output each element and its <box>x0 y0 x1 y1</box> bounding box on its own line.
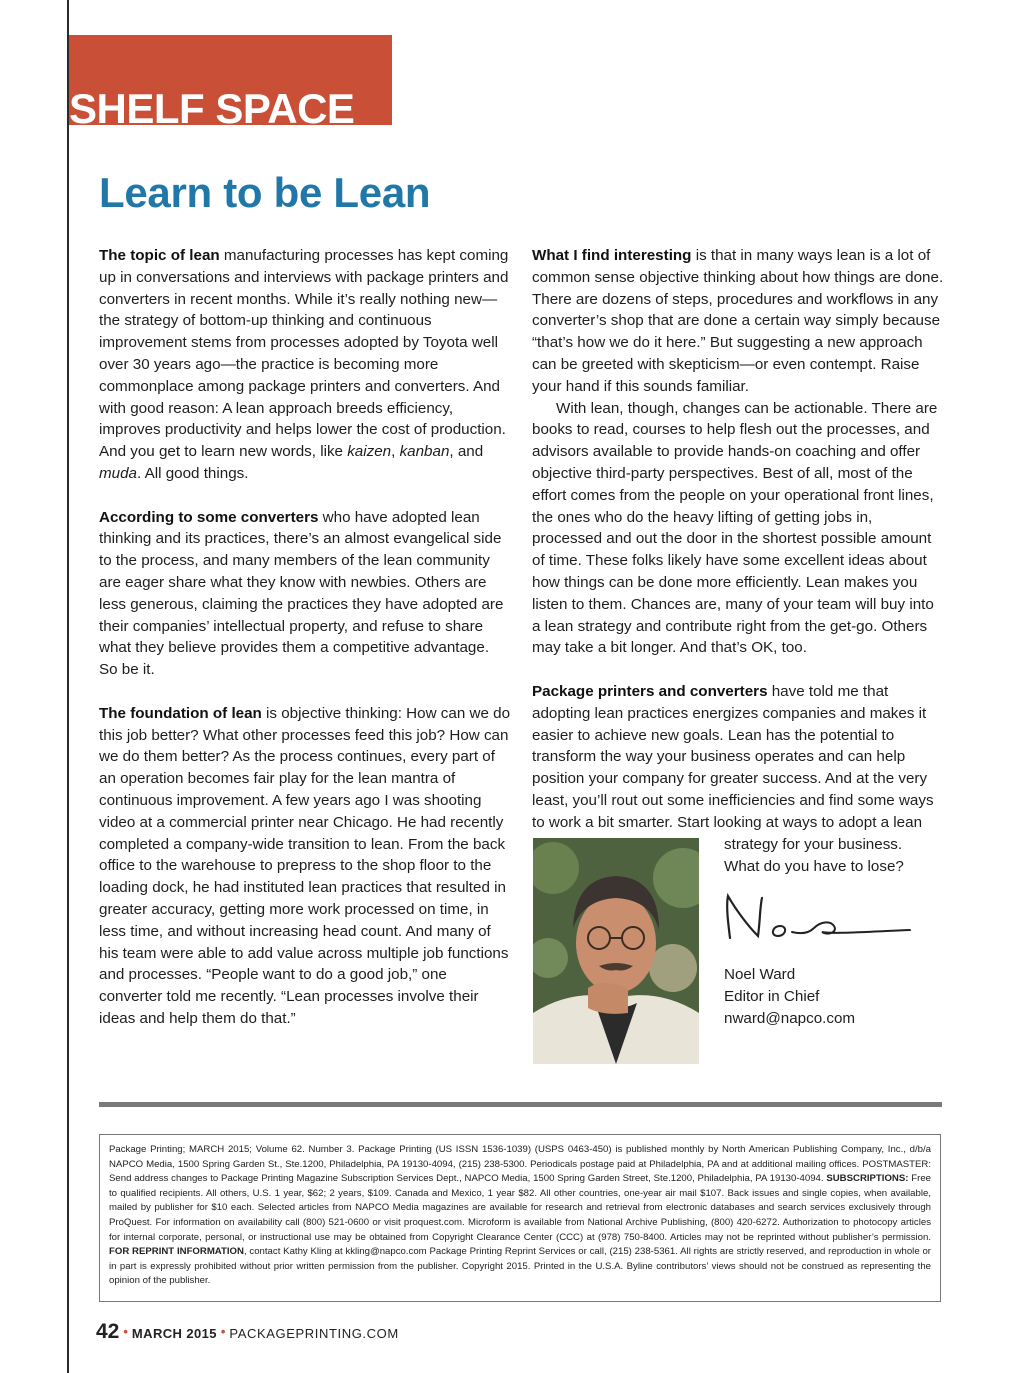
paragraph-lead: The topic of lean <box>99 247 220 264</box>
publication-notice <box>99 1134 941 1302</box>
paragraph-what-i-find-interesting <box>532 245 944 398</box>
term-muda: muda <box>99 464 137 482</box>
paragraph-lead: Package printers and converters <box>532 682 768 700</box>
closing-line-1: strategy for your business. <box>724 836 903 853</box>
paragraph-package-printers <box>532 681 944 834</box>
notice-label-reprint: FOR REPRINT INFORMATION <box>109 1246 244 1258</box>
right-column <box>532 245 944 855</box>
paragraph-lead: The foundation of lean <box>99 704 262 722</box>
section-label: SHELF SPACE <box>69 85 355 132</box>
author-info <box>724 964 855 1029</box>
paragraph-text: is that in many ways lean is a lot of common sense objective thinking about how things are done. There are dozens of steps, procedures and workflows in any converter’s shop that are done a certain way simply because “that’s how we do it here.” But suggesting a new approach can be greeted with skepticism—or even contempt. Raise your hand if this sounds familiar. <box>532 247 944 395</box>
paragraph-text: is objective thinking: How can we do this job better? What other processes feed this job? How can we do them better? As the process continues, every part of an operation becomes fair play for the lean mantra of continuous improvement. A few years ago I was shooting video at a commercial printer near Chicago. He had recently completed a company-wide transition to lean. From the back office to the warehouse to prepress to the shop floor to the loading dock, he had instituted lean practices that resulted in greater accuracy, getting more work processed on time, in less time, and without increasing head count. And many of his team were able to add value across multiple job functions and processes. “People want to do a good job,” one converter told me recently. “Lean processes involve their ideas and help them do that.” <box>99 704 511 1027</box>
notice-text: , contact Kathy Kling at kkling@napco.com Package Printing Reprint Services or call, (215) 238-5361. All rights are strictly reserved, and reproduction in whole or in part is expressly prohibited without prior written permission from the publisher. Copyright 2015. Printed in the U.S.A. Byline contributors’ views should not be construed as representing the opinion of the publisher. <box>109 1246 931 1287</box>
paragraph-according-to-converters <box>99 507 511 681</box>
paragraph-tail: . All good things. <box>137 464 249 482</box>
handwritten-signature <box>722 892 914 944</box>
separator: , <box>391 443 400 461</box>
editor-portrait-icon <box>533 838 699 1064</box>
paragraph-text: have told me that adopting lean practices energizes companies and makes it easier to achieve new goals. Lean has the potential to transform the way your business operates and can help position your company for greater success. And at the very least, you’ll rout out some inefficiencies and find some ways to work a bit smarter. Start looking at ways to adopt a lean <box>532 682 934 831</box>
bullet-separator: • <box>123 1324 128 1339</box>
paragraph-with-lean <box>532 398 944 660</box>
editor-photo <box>533 838 699 1064</box>
paragraph-lead: According to some converters <box>99 508 319 526</box>
paragraph-topic-of-lean <box>99 245 511 485</box>
paragraph-lead: What I find interesting <box>532 247 692 264</box>
page-spine-line <box>67 0 69 1373</box>
notice-text: Free to qualified recipients. All others, U.S. 1 year, $62; 2 years, $109. Canada and Mexico, 1 year $82. All other countries, one-year air mail $107. Back issues and single copies, when available, mailed by publisher for $10 each. Selected articles from NAPCO Media magazines are available for research and retrieval from electronic databases and search services exclusively through ProQuest. For information on availability call (800) 521-0600 or visit proquest.com. Microform is available from National Archive Publishing, (800) 420-6272. Authorization to photocopy articles for internal corporate, personal, or instructional use may be obtained from Copyright Clearance Center (CCC) at (978) 750-8400. Articles may not be reprinted without publisher’s permission. <box>109 1173 931 1243</box>
page-footer <box>96 1320 399 1344</box>
paragraph-text: With lean, though, changes can be actionable. There are books to read, courses to help flesh out the processes, and advisors available to provide hands-on coaching and offer objective third-party perspectives. Best of all, most of the effort comes from the people on your operational front lines, the ones who do the heavy lifting of getting jobs in, processed and out the door in the shortest possible amount of time. These folks likely have some excellent ideas about how things can be done more efficiently. Lean makes you listen to them. Chances are, many of your team will buy into a lean strategy and contribute right from the get-go. Others may take a bit longer. And that’s OK, too. <box>532 399 938 657</box>
notice-text: Package Printing; MARCH 2015; Volume 62. Number 3. Package Printing (US ISSN 1536-1039) (USPS 0463-450) is published monthly by North American Publishing Company, Inc., d/b/a NAPCO Media, 1500 Spring Garden St., Ste.1200, Philadelphia, PA 19130-4094, (215) 238-5300. Periodicals postage paid at Philadelphia, PA and at additional mailing offices. POSTMASTER: Send address changes to Package Printing Magazine Subscription Services Dept., NAPCO Media, 1500 Spring Garden Street, Ste.1200, Philadelphia, PA 19130-4094. <box>109 1144 931 1185</box>
page-number: 42 <box>96 1320 120 1343</box>
issue-date: MARCH 2015 <box>131 1326 217 1341</box>
closing-lines <box>724 834 954 878</box>
author-email[interactable]: nward@napco.com <box>724 1009 856 1027</box>
closing-line-2: What do you have to lose? <box>724 857 904 875</box>
bullet-separator: • <box>220 1324 226 1339</box>
notice-label-subscriptions: SUBSCRIPTIONS: <box>826 1173 909 1185</box>
paragraph-text: manufacturing processes has kept coming up in conversations and interviews with package printers and converters in recent months. While it’s really nothing new—the strategy of bottom-up thinking and continuous improvement stems from processes adopted by Toyota well over 30 years ago—the practice is becoming more commonplace among package printers and converters. And with good reason: A lean approach breeds efficiency, improves productivity and helps lower the cost of production. And you get to learn new words, like <box>99 247 509 461</box>
author-name: Noel Ward <box>724 966 796 983</box>
left-column <box>99 245 511 1051</box>
term-kaizen: kaizen <box>347 443 392 461</box>
paragraph-foundation-of-lean <box>99 703 511 1030</box>
paragraph-text: who have adopted lean thinking and its practices, there’s an almost evangelical side to the process, and many members of the lean community are eager share what they know with newbies. Others are less generous, claiming the practices they have adopted are their companies’ intellectual property, and refuse to share what they believe provides them a competitive advantage. So be it. <box>99 508 504 679</box>
article-headline: Learn to be Lean <box>99 169 431 216</box>
section-divider <box>99 1102 942 1107</box>
separator: , and <box>449 443 484 461</box>
term-kanban: kanban <box>399 443 450 461</box>
site-link[interactable]: PACKAGEPRINTING.COM <box>229 1326 399 1341</box>
author-title: Editor in Chief <box>724 987 820 1005</box>
